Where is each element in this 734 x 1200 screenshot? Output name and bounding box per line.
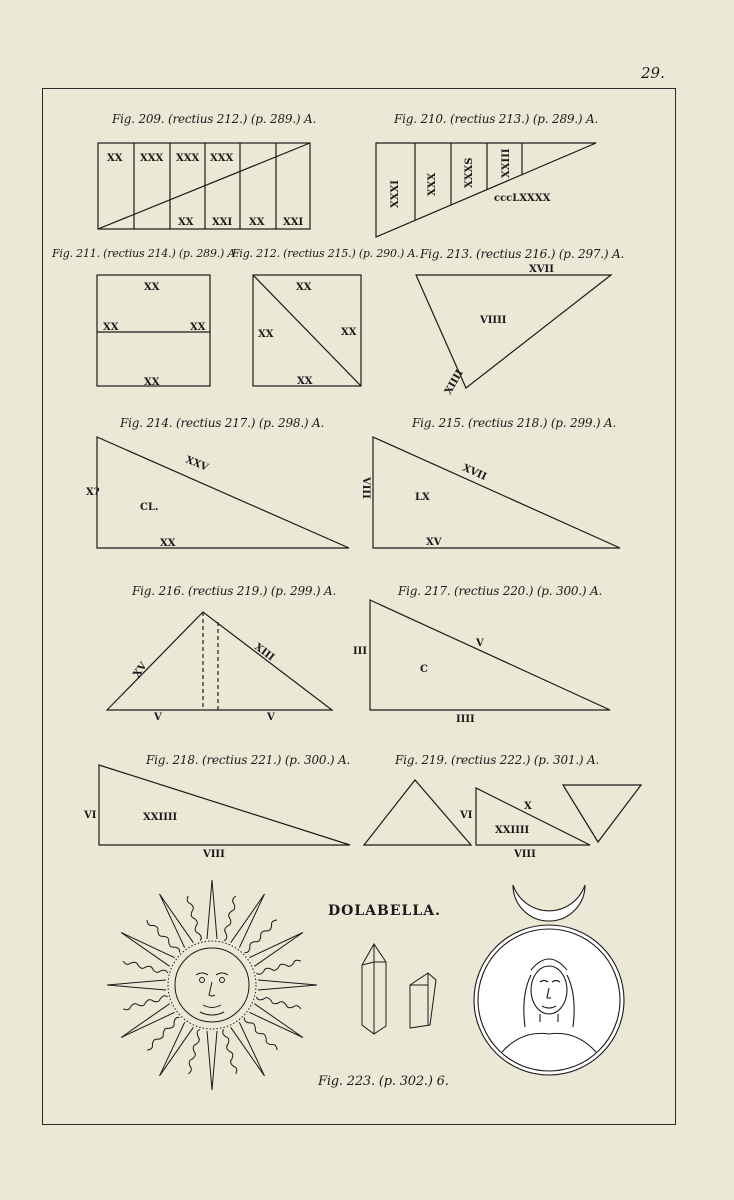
f212-right: XX bbox=[341, 327, 357, 338]
f213-mid: VIIII bbox=[480, 315, 507, 326]
fig-219-diagram bbox=[364, 780, 641, 860]
sun-ray bbox=[147, 920, 180, 953]
f210-col-2: XXX bbox=[427, 172, 438, 196]
f216-right: XIII bbox=[252, 641, 277, 664]
sun-ray bbox=[123, 961, 167, 973]
sun-ray bbox=[188, 1029, 200, 1073]
fig-216-diagram bbox=[107, 612, 332, 723]
f211-left: XX bbox=[103, 322, 119, 333]
fig-215-diagram bbox=[360, 437, 620, 548]
sun-ray bbox=[244, 1018, 277, 1051]
f215-left: VIII bbox=[360, 477, 371, 499]
caption-fig-213: Fig. 213. (rectius 216.) (p. 297.) A. bbox=[420, 247, 625, 261]
page-number: 29. bbox=[641, 64, 665, 82]
f214-left: X? bbox=[86, 487, 100, 498]
sun-ray bbox=[123, 996, 167, 1010]
sun-ray bbox=[147, 1017, 180, 1050]
fig-214-diagram bbox=[86, 437, 349, 549]
f212-left: XX bbox=[258, 329, 274, 340]
f214-inner: CL. bbox=[140, 502, 159, 513]
caption-fig-218: Fig. 218. (rectius 221.) (p. 300.) A. bbox=[146, 753, 351, 767]
fig-212-diagram bbox=[253, 275, 361, 387]
f212-top: XX bbox=[296, 282, 312, 293]
caption-fig-219: Fig. 219. (rectius 222.) (p. 301.) A. bbox=[395, 753, 600, 767]
f210-base: cccLXXXX bbox=[494, 193, 551, 204]
caption-fig-211: Fig. 211. (rectius 214.) (p. 289.) A. bbox=[52, 247, 239, 260]
f215-inner: LX bbox=[415, 492, 430, 503]
f216-left: XV bbox=[131, 660, 150, 680]
f218-left: VI bbox=[84, 810, 97, 821]
f209-top-1: XX bbox=[107, 153, 123, 164]
sun-ray bbox=[223, 1029, 237, 1073]
f209-bottom-2: XXI bbox=[212, 217, 233, 228]
caption-fig-210: Fig. 210. (rectius 213.) (p. 289.) A. bbox=[394, 112, 599, 126]
stone-shards bbox=[362, 944, 436, 1034]
f219-x: X bbox=[524, 801, 532, 812]
sun-ray bbox=[258, 980, 317, 990]
f216-b2: V bbox=[267, 712, 275, 723]
sun-ray bbox=[107, 980, 166, 990]
sun-ray bbox=[245, 920, 278, 953]
f219-inner: XXIIII bbox=[495, 825, 530, 836]
f213-top: XVII bbox=[529, 264, 554, 275]
f217-bottom: IIII bbox=[456, 714, 475, 725]
fig-209-diagram bbox=[98, 143, 310, 229]
coin-emblem bbox=[474, 885, 624, 1075]
fig-218-diagram bbox=[83, 765, 350, 860]
sun-ray bbox=[256, 960, 300, 974]
f212-bottom: XX bbox=[297, 376, 313, 387]
caption-fig-212: Fig. 212. (rectius 215.) (p. 290.) A. bbox=[232, 247, 419, 260]
caption-fig-217: Fig. 217. (rectius 220.) (p. 300.) A. bbox=[398, 584, 603, 598]
f209-top-3: XXX bbox=[176, 153, 200, 164]
f217-left: III bbox=[353, 646, 368, 657]
f210-col-1: XXXI bbox=[390, 180, 401, 208]
f215-hyp: XVII bbox=[460, 462, 488, 483]
f214-bottom: XX bbox=[160, 538, 176, 549]
f216-b1: V bbox=[154, 712, 162, 723]
sun-ray bbox=[187, 896, 201, 940]
sun-emblem bbox=[107, 880, 317, 1090]
caption-fig-216: Fig. 216. (rectius 219.) (p. 299.) A. bbox=[132, 584, 337, 598]
f218-inner: XXIIII bbox=[143, 812, 178, 823]
f213-corner: XIIII bbox=[443, 368, 466, 397]
f219-bottom: VIII bbox=[514, 849, 536, 860]
f210-col-3: XXXS bbox=[464, 157, 475, 188]
sun-ray bbox=[207, 880, 217, 939]
f210-col-4: XXIII bbox=[501, 148, 512, 178]
f217-inner: C bbox=[420, 664, 428, 675]
f214-hyp: XXV bbox=[183, 454, 210, 474]
sun-ray bbox=[256, 997, 300, 1009]
f209-bottom-1: XX bbox=[178, 217, 194, 228]
f211-top: XX bbox=[144, 282, 160, 293]
caption-fig-214: Fig. 214. (rectius 217.) (p. 298.) A. bbox=[120, 416, 325, 430]
fig-213-diagram bbox=[416, 264, 611, 397]
f215-bottom: XV bbox=[426, 537, 442, 548]
f218-bottom: VIII bbox=[203, 849, 225, 860]
sun-ray bbox=[224, 896, 236, 940]
f209-bottom-4: XXI bbox=[283, 217, 304, 228]
f211-bottom: XX bbox=[144, 377, 160, 388]
f219-v: VI bbox=[460, 810, 473, 821]
f209-top-4: XXX bbox=[210, 153, 234, 164]
f209-bottom-3: XX bbox=[249, 217, 265, 228]
f211-right: XX bbox=[190, 322, 206, 333]
fig-210-diagram bbox=[376, 143, 596, 237]
caption-fig-209: Fig. 209. (rectius 212.) (p. 289.) A. bbox=[112, 112, 317, 126]
caption-fig-223: Fig. 223. (p. 302.) 6. bbox=[318, 1074, 449, 1089]
fig-211-diagram bbox=[97, 275, 210, 388]
fig-217-diagram bbox=[353, 600, 610, 725]
f209-top-2: XXX bbox=[140, 153, 164, 164]
sun-ray bbox=[207, 1031, 217, 1090]
caption-fig-215: Fig. 215. (rectius 218.) (p. 299.) A. bbox=[412, 416, 617, 430]
dolabella-title: DOLABELLA. bbox=[328, 903, 441, 919]
f217-hyp: V bbox=[476, 638, 484, 649]
